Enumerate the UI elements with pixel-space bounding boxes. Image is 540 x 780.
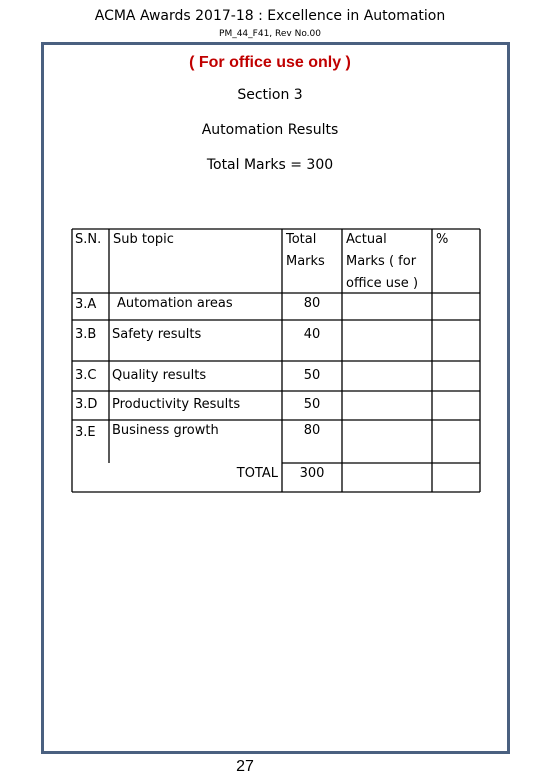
header-sn: S.N. xyxy=(75,232,102,247)
header-total-line2: Marks xyxy=(286,254,325,269)
row-b-sn: 3.B xyxy=(75,327,97,342)
total-marks-line: Total Marks = 300 xyxy=(206,157,334,173)
results-heading: Automation Results xyxy=(201,122,339,138)
header-actual-line1: Actual xyxy=(346,232,387,247)
section-title: Section 3 xyxy=(237,87,303,103)
header-title: ACMA Awards 2017-18 : Excellence in Automation xyxy=(94,8,446,24)
row-e-sn: 3.E xyxy=(75,425,96,440)
header-subtopic: Sub topic xyxy=(113,232,174,247)
total-value: 300 xyxy=(299,466,325,481)
row-a-topic: Automation areas xyxy=(117,296,233,311)
row-c-sn: 3.C xyxy=(75,368,97,383)
row-b-marks: 40 xyxy=(303,327,321,342)
row-d-topic: Productivity Results xyxy=(112,397,241,412)
row-e-topic: Business growth xyxy=(112,423,219,438)
row-c-topic: Quality results xyxy=(112,368,207,383)
total-label: TOTAL xyxy=(236,466,278,481)
row-d-marks: 50 xyxy=(303,397,321,412)
header-percent: % xyxy=(436,232,449,247)
row-e-marks: 80 xyxy=(303,423,321,438)
page-number: 27 xyxy=(236,758,254,775)
header-total-line1: Total xyxy=(286,232,317,247)
document-reference: PM_44_F41, Rev No.00 xyxy=(219,29,321,39)
header-actual-line2: Marks ( for xyxy=(346,254,417,269)
office-use-note: ( For office use only ) xyxy=(189,54,351,71)
header-actual-line3: office use ) xyxy=(346,276,419,291)
row-c-marks: 50 xyxy=(303,368,321,383)
row-d-sn: 3.D xyxy=(75,397,98,412)
row-b-topic: Safety results xyxy=(112,327,202,342)
row-a-sn: 3.A xyxy=(75,297,97,312)
row-a-marks: 80 xyxy=(303,296,321,311)
